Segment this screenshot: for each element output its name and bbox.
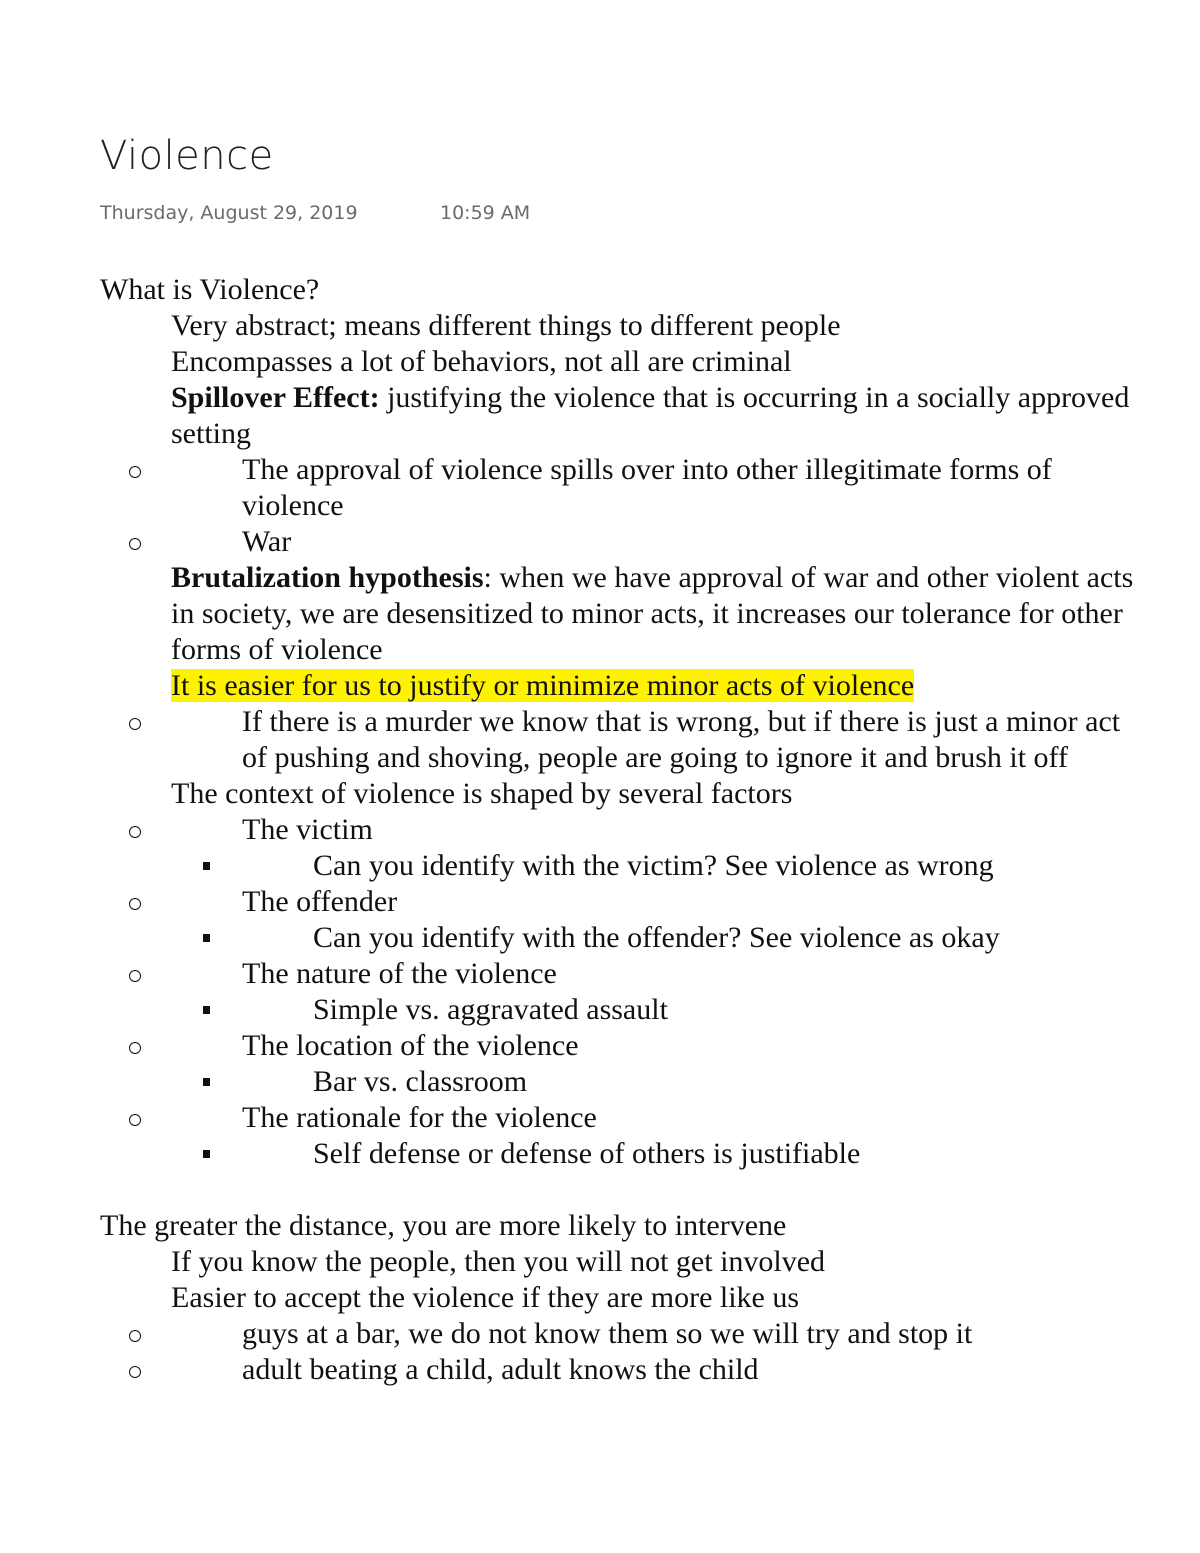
subsublist <box>242 992 1140 1028</box>
sublist-item: War <box>171 524 1140 560</box>
term-brutalization: Brutalization hypothesis <box>171 561 484 594</box>
section2-heading: The greater the distance, you are more likely to intervene <box>100 1209 787 1242</box>
sublist-item: The location of the violence Bar vs. classroom <box>171 1028 1140 1100</box>
list-item: Easier to accept the violence if they are more like us guys at a bar, we do not know them so we will try and stop it adult beating a child, adult knows the child <box>100 1280 1140 1388</box>
subsublist-item: Simple vs. aggravated assault <box>242 992 1140 1028</box>
list-item: If you know the people, then you will not get involved <box>100 1244 1140 1280</box>
subsublist-item: Self defense or defense of others is justifiable <box>242 1136 1140 1172</box>
subsublist-item: Bar vs. classroom <box>242 1064 1140 1100</box>
sublist <box>171 704 1140 776</box>
sublist <box>171 812 1140 1172</box>
list-item: Very abstract; means different things to different people <box>100 308 1140 344</box>
subsublist <box>242 1064 1140 1100</box>
subsublist-item: Can you identify with the victim? See violence as wrong <box>242 848 1140 884</box>
section1-heading: What is Violence? <box>100 273 320 306</box>
sublist-item: The offender Can you identify with the offender? See violence as okay <box>171 884 1140 956</box>
paragraph-gap <box>100 1172 1140 1208</box>
sublist-item: The nature of the violence Simple vs. aggravated assault <box>171 956 1140 1028</box>
subsublist <box>242 848 1140 884</box>
note-time: 10:59 AM <box>440 202 531 224</box>
subsublist <box>242 920 1140 956</box>
sublist-item: The victim Can you identify with the victim? See violence as wrong <box>171 812 1140 884</box>
sublist-item: The approval of violence spills over into other illegitimate forms of violence <box>171 452 1140 524</box>
page-title: Violence <box>100 133 274 179</box>
note-date: Thursday, August 29, 2019 <box>100 202 358 224</box>
list-item: Spillover Effect: justifying the violence that is occurring in a socially approved setting The approval of violence spills over into other illegitimate forms of violence War <box>100 380 1140 560</box>
list-item: Brutalization hypothesis: when we have approval of war and other violent acts in society, we are desensitized to minor acts, it increases our tolerance for other forms of violence <box>100 560 1140 668</box>
section2-list <box>100 1244 1140 1388</box>
sublist-item: guys at a bar, we do not know them so we will try and stop it <box>171 1316 1140 1352</box>
subsublist-item: Can you identify with the offender? See violence as okay <box>242 920 1140 956</box>
sublist-item: The rationale for the violence Self defense or defense of others is justifiable <box>171 1100 1140 1172</box>
subsublist <box>242 1136 1140 1172</box>
sublist-item: adult beating a child, adult knows the child <box>171 1352 1140 1388</box>
term-spillover: Spillover Effect: <box>171 381 380 414</box>
list-item: The context of violence is shaped by several factors The victim Can you identify with the victim? See violence as wrong The offender Can you identify with the offender? See violence as okay The nature of the violence Simple vs. aggravated assault The location of the violence Bar vs. classroom The rationale for the violence Self defense or defense of others is justifiable <box>100 776 1140 1172</box>
section1-list <box>100 308 1140 1172</box>
sublist-item: If there is a murder we know that is wrong, but if there is just a minor act of pushing and shoving, people are going to ignore it and brush it off <box>171 704 1140 776</box>
list-item <box>100 668 1140 776</box>
list-item: Encompasses a lot of behaviors, not all are criminal <box>100 344 1140 380</box>
sublist <box>171 452 1140 560</box>
note-body <box>100 272 1140 1432</box>
highlighted-text: It is easier for us to justify or minimize minor acts of violence <box>171 669 915 702</box>
sublist <box>171 1316 1140 1388</box>
